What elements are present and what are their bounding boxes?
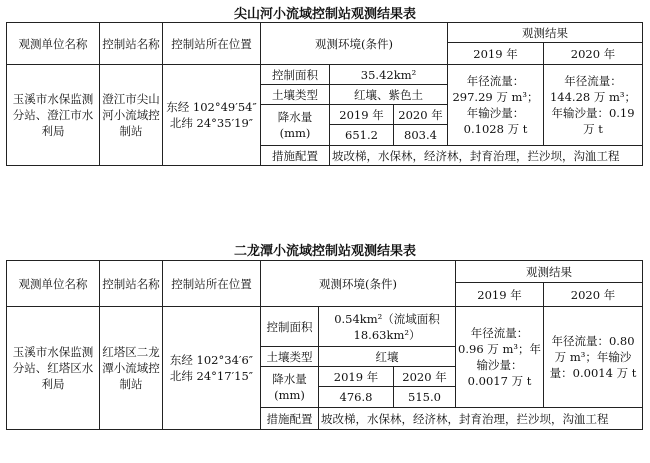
table-1-title: 尖山河小流域控制站观测结果表 xyxy=(233,7,416,22)
rain-unit: (mm) xyxy=(279,126,311,140)
rain-year-2020: 2020 年 xyxy=(394,367,456,387)
latitude: 北纬 24°17′15″ xyxy=(169,369,254,383)
measures-label: 措施配置 xyxy=(261,146,330,166)
rain-year-2019: 2019 年 xyxy=(319,367,394,387)
soil-label: 土壤类型 xyxy=(261,85,330,105)
measures-value: 坡改梯，水保林，经济林，封育治理，拦沙坝，沟洫工程 xyxy=(330,146,643,166)
header-year-2019: 2019 年 xyxy=(456,283,544,307)
result-2019: 年径流量：297.29 万 m³；年输沙量：0.1028 万 t xyxy=(448,65,544,146)
header-results: 观测结果 xyxy=(448,23,643,43)
header-results: 观测结果 xyxy=(456,261,643,283)
unit-value: 玉溪市水保监测分站、红塔区水利局 xyxy=(7,307,100,430)
station-value: 红塔区二龙潭小流域控制站 xyxy=(100,307,163,430)
result-2019: 年径流量：0.96 万 m³；年输沙量：0.0017 万 t xyxy=(456,307,544,408)
rain-year-2020: 2020 年 xyxy=(394,105,448,125)
result-2020: 年径流量：144.28 万 m³；年输沙量：0.19 万 t xyxy=(544,65,643,146)
rain-label xyxy=(261,367,319,408)
rain-unit: (mm) xyxy=(274,388,305,402)
result-2020: 年径流量：0.80 万 m³；年输沙量：0.0014 万 t xyxy=(544,307,643,408)
area-label: 控制面积 xyxy=(261,65,330,85)
header-station-name: 控制站名称 xyxy=(100,261,163,307)
header-location: 控制站所在位置 xyxy=(163,261,261,307)
header-unit: 观测单位名称 xyxy=(7,23,100,65)
soil-label: 土壤类型 xyxy=(261,347,319,367)
soil-value: 红壤、紫色土 xyxy=(330,85,448,105)
header-location: 控制站所在位置 xyxy=(163,23,261,65)
header-year-2019: 2019 年 xyxy=(448,43,544,65)
header-unit: 观测单位名称 xyxy=(7,261,100,307)
area-value: 35.42km² xyxy=(330,65,448,85)
area-label: 控制面积 xyxy=(261,307,319,347)
rain-value-2019: 651.2 xyxy=(330,125,394,146)
station-location xyxy=(163,65,261,166)
rain-label-text: 降水量 xyxy=(277,110,313,124)
unit-value: 玉溪市水保监测分站、澄江市水利局 xyxy=(7,65,100,166)
header-year-2020: 2020 年 xyxy=(544,283,643,307)
station-location xyxy=(163,307,261,430)
table-2 xyxy=(6,260,643,430)
header-environment: 观测环境(条件) xyxy=(261,261,456,307)
longitude: 东经 102°49′54″ xyxy=(166,100,257,114)
rain-year-2019: 2019 年 xyxy=(330,105,394,125)
latitude: 北纬 24°35′19″ xyxy=(169,116,254,130)
rain-value-2019: 476.8 xyxy=(319,387,394,408)
header-station-name: 控制站名称 xyxy=(100,23,163,65)
rain-value-2020: 803.4 xyxy=(394,125,448,146)
rain-label xyxy=(261,105,330,146)
table-2-title: 二龙潭小流域控制站观测结果表 xyxy=(233,244,416,259)
rain-label-text: 降水量 xyxy=(272,372,307,386)
rain-value-2020: 515.0 xyxy=(394,387,456,408)
longitude: 东经 102°34′6″ xyxy=(169,353,254,367)
header-year-2020: 2020 年 xyxy=(544,43,643,65)
soil-value: 红壤 xyxy=(319,347,456,367)
measures-label: 措施配置 xyxy=(261,408,319,430)
table-1 xyxy=(6,22,643,166)
header-environment: 观测环境(条件) xyxy=(261,23,448,65)
area-value: 0.54km²（流域面积 18.63km²） xyxy=(319,307,456,347)
measures-value: 坡改梯，水保林，经济林，封育治理，拦沙坝，沟洫工程 xyxy=(319,408,643,430)
station-value: 澄江市尖山河小流域控制站 xyxy=(100,65,163,166)
